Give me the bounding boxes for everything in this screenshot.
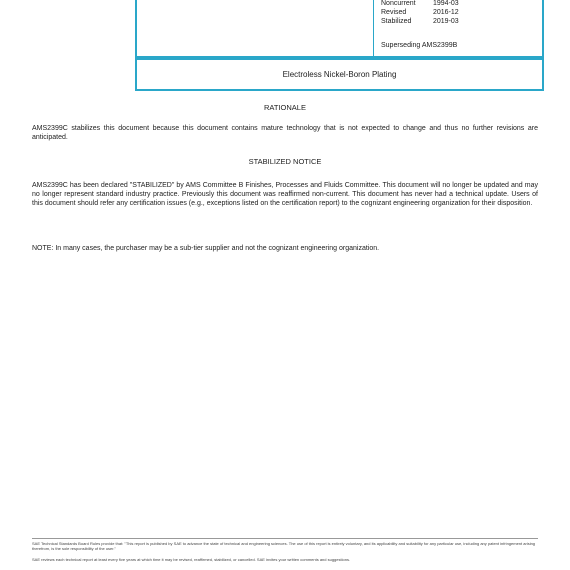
stabilized-notice-heading: STABILIZED NOTICE [248, 157, 322, 166]
rationale-text: AMS2399C stabilizes this document because this document contains mature technology that is not expected to change and thus no further revisions are anticipated. [32, 125, 538, 141]
status-label: Stabilized [381, 18, 412, 25]
status-label: Revised [381, 9, 407, 16]
status-value: 2016-12 [433, 9, 459, 16]
footer-text-1: SAE Technical Standards Board Rules provide that: "This report is published by SAE to advance the state of technical and engineering sciences. The use of this report is entirely voluntary, and its applicability and suitability for any particular use, including any patent infringement arising therefrom, is the sole responsibility of the user." [32, 541, 536, 551]
status-row-stabilized [381, 17, 493, 26]
document-title-box [135, 58, 544, 91]
stabilized-notice-text: AMS2399C has been declared "STABILIZED" by AMS Committee B Finishes, Processes and Fluids Committee. This document will no longer be updated and may no longer represent standard industry practice. Previously this document was reaffirmed non-current. This document has never had a technical update. Users of this document should refer any certification issues (e.g., exceptions listed on the certification report) to the cognizant engineering organization for their disposition. [32, 182, 538, 207]
status-label: Noncurrent [381, 0, 416, 7]
note-text: NOTE: In many cases, the purchaser may be a sub-tier supplier and not the cognizant engineering organization. [32, 245, 380, 252]
status-row-revised [381, 8, 493, 17]
superseding-text: Superseding AMS2399B [381, 42, 458, 49]
status-table [381, 0, 493, 26]
status-value: 1994-03 [433, 0, 459, 7]
rationale-heading: RATIONALE [264, 103, 306, 112]
header-divider [373, 0, 374, 56]
document-title: Electroless Nickel-Boron Plating [282, 70, 397, 79]
status-row-noncurrent [381, 0, 493, 8]
footer-text-2: SAE reviews each technical report at least every five years at which time it may be revised, reaffirmed, stabilized, or cancelled. SAE invites your written comments and suggestions. [32, 557, 351, 562]
header-box [135, 0, 544, 58]
footer-divider [32, 538, 538, 539]
status-value: 2019-03 [433, 18, 459, 25]
